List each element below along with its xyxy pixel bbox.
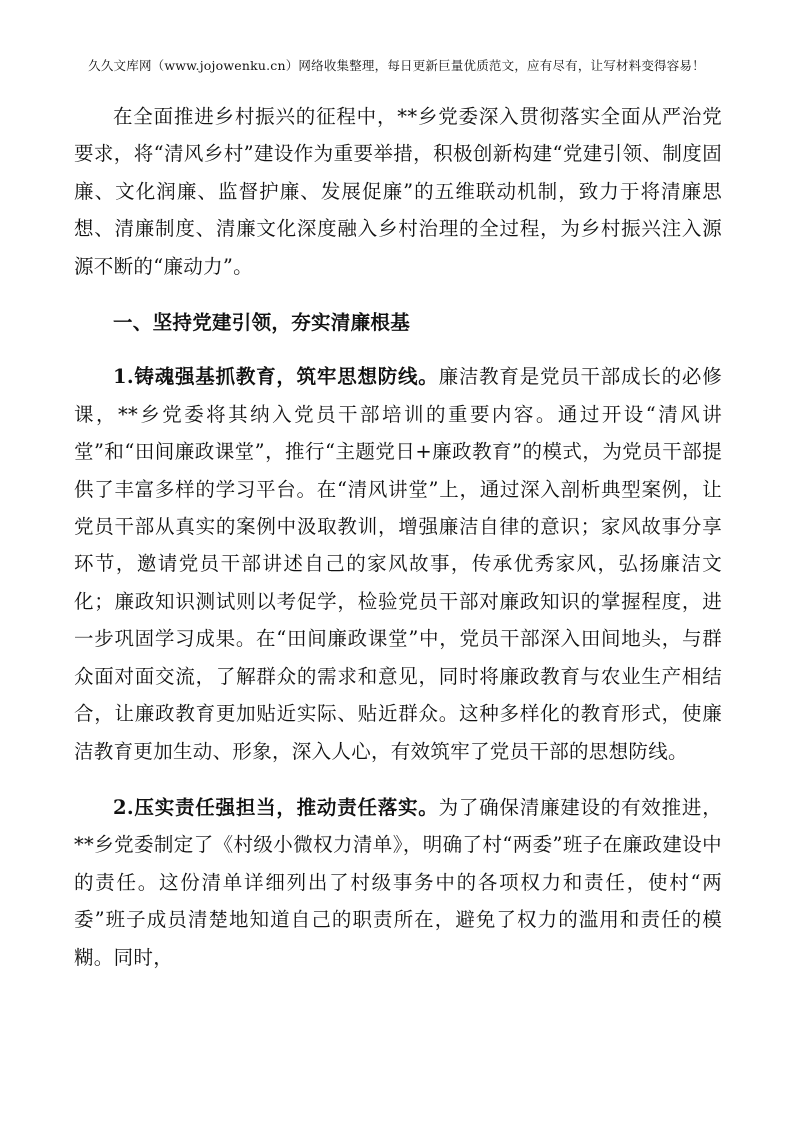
paragraph-education [74,358,722,769]
source-header-line: 久久文库网（www.jojowenku.cn）网络收集整理，每日更新巨量优质范文，应有尽有，让写材料变得容易！ [88,58,705,73]
paragraph-body-text: 为了确保清廉建设的有效推进，**乡党委制定了《村级小微权力清单》，明确了村“两委”班子在廉政建设中的责任。这份清单详细列出了村级事务中的各项权力和责任，使村“两委”班子成员清楚地知道自己的职责所在，避免了权力的滥用和责任的模糊。同时， [74,795,722,969]
paragraph-lead-title: 1.铸魂强基抓教育，筑牢思想防线。 [113,365,439,389]
paragraph-lead-title: 2.压实责任强担当，推动责任落实。 [113,795,439,819]
paragraph-body-text: 廉洁教育是党员干部成长的必修课，**乡党委将其纳入党员干部培训的重要内容。通过开设“清风讲堂”和“田间廉政课堂”，推行“主题党日+廉政教育”的模式，为党员干部提供了丰富多样的学习平台。在“清风讲堂”上，通过深入剖析典型案例，让党员干部从真实的案例中汲取教训，增强廉洁自律的意识；家风故事分享环节，邀请党员干部讲述自己的家风故事，传承优秀家风，弘扬廉洁文化；廉政知识测试则以考促学，检验党员干部对廉政知识的掌握程度，进一步巩固学习成果。在“田间廉政课堂”中，党员干部深入田间地头，与群众面对面交流，了解群众的需求和意见，同时将廉政教育与农业生产相结合，让廉政教育更加贴近实际、贴近群众。这种多样化的教育形式，使廉洁教育更加生动、形象，深入人心，有效筑牢了党员干部的思想防线。 [74,365,722,763]
intro-paragraph: 在全面推进乡村振兴的征程中，**乡党委深入贯彻落实全面从严治党要求，将“清风乡村”建设作为重要举措，积极创新构建“党建引领、制度固廉、文化润廉、监督护廉、发展促廉”的五维联动机制，致力于将清廉思想、清廉制度、清廉文化深度融入乡村治理的全过程，为乡村振兴注入源源不断的“廉动力”。 [74,105,722,278]
section-heading: 一、坚持党建引领，夯实清廉根基 [113,311,411,335]
document-body [74,98,722,995]
paragraph-responsibility [74,789,722,976]
